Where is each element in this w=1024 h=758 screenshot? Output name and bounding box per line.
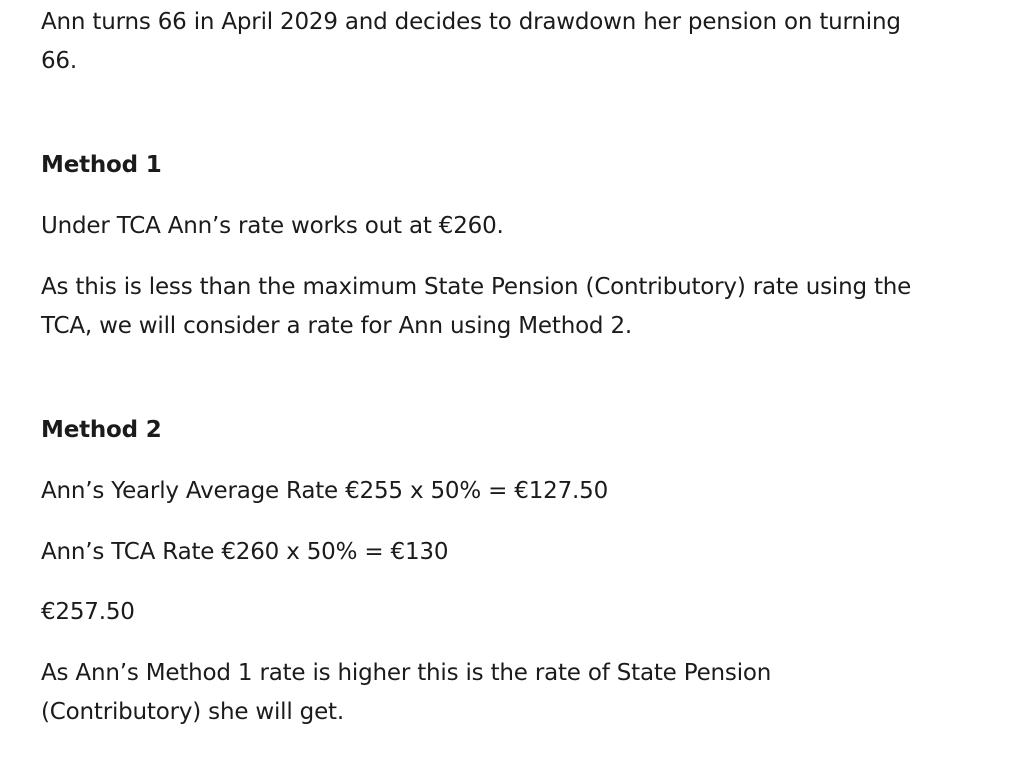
yearly-average-rate: Ann’s Yearly Average Rate €255 x 50% = €127.50	[41, 478, 609, 504]
method-1-note	[41, 268, 911, 346]
conclusion-paragraph	[41, 654, 771, 732]
intro-line-2: 66.	[41, 48, 77, 74]
method-1-rate-text: Under TCA Ann’s rate works out at €260.	[41, 213, 504, 239]
method-1-note-line-1: As this is less than the maximum State Pension (Contributory) rate using the	[41, 274, 912, 300]
intro-line-1: Ann turns 66 in April 2029 and decides to drawdown her pension on turning	[41, 9, 901, 35]
intro-paragraph	[41, 3, 901, 81]
method-1-heading: Method 1	[41, 152, 162, 178]
method-1-note-line-2: TCA, we will consider a rate for Ann using Method 2.	[41, 313, 632, 339]
method-2-total: €257.50	[41, 599, 135, 625]
conclusion-line-2: (Contributory) she will get.	[41, 699, 344, 725]
method-2-heading: Method 2	[41, 417, 162, 443]
tca-rate: Ann’s TCA Rate €260 x 50% = €130	[41, 539, 449, 565]
conclusion-line-1: As Ann’s Method 1 rate is higher this is the rate of State Pension	[41, 660, 772, 686]
